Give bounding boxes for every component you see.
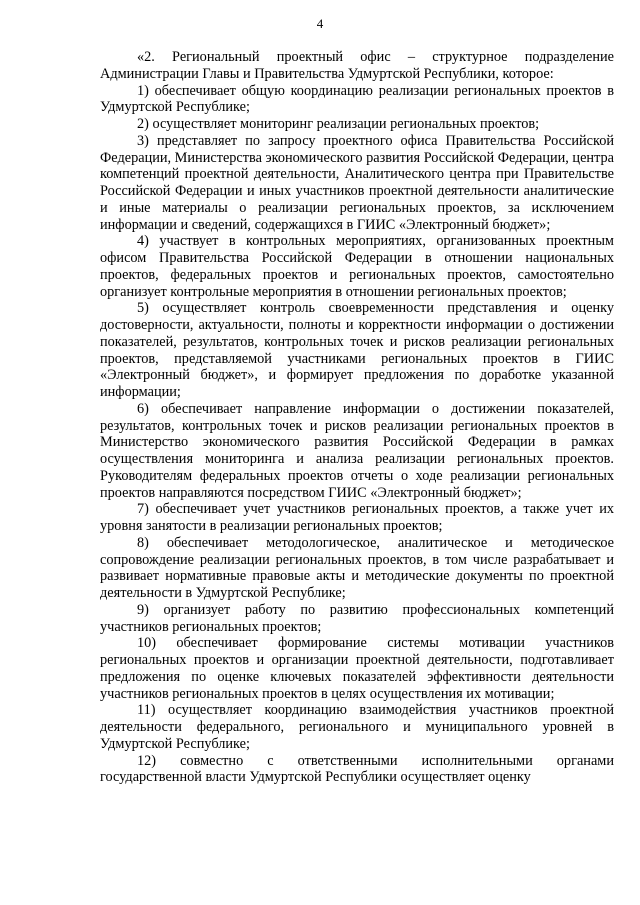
- document-body: [100, 49, 614, 786]
- paragraph-item-9: 9) организует работу по развитию профессиональных компетенций участников региональных проектов;: [100, 601, 614, 635]
- paragraph-item-11: 11) осуществляет координацию взаимодействия участников проектной деятельности федерального, регионального и муниципального уровней в Удмуртской Республике;: [100, 702, 614, 752]
- paragraph-item-5: 5) осуществляет контроль своевременности представления и оценку достоверности, актуальности, полноты и корректности информации о достижении показателей, результатов, контрольных точек и рисков реализации региональных проектов, представляемой участниками региональных проектов в ГИИС «Электронный бюджет», и формирует предложения по доработке указанной информации;: [100, 300, 614, 400]
- paragraph-item-12: 12) совместно с ответственными исполнительными органами государственной власти Удмуртской Республики осуществляет оценку: [100, 752, 614, 786]
- paragraph-item-7: 7) обеспечивает учет участников региональных проектов, а также учет их уровня занятости в реализации региональных проектов;: [100, 501, 614, 534]
- paragraph-item-1: 1) обеспечивает общую координацию реализации региональных проектов в Удмуртской Республике;: [100, 82, 614, 116]
- paragraph-item-4: 4) участвует в контрольных мероприятиях, организованных проектным офисом Правительства Российской Федерации в отношении национальных проектов, федеральных проектов и региональных проектов, самостоятельно организует контрольные мероприятия в отношении региональных проектов;: [100, 233, 614, 300]
- paragraph-item-6: 6) обеспечивает направление информации о достижении показателей, результатов, контрольных точек и рисков реализации региональных проектов в Министерство экономического развития Российской Федерации в рамках осуществления мониторинга и анализа реализации региональных проектов. Руководителям федеральных проектов отчеты о ходе реализации региональных проектов направляются посредством ГИИС «Электронный бюджет»;: [100, 400, 614, 501]
- paragraph-intro: «2. Региональный проектный офис – структурное подразделение Администрации Главы и Правительства Удмуртской Республики, которое:: [100, 49, 614, 82]
- page-number: 4: [316, 16, 324, 31]
- paragraph-item-2: 2) осуществляет мониторинг реализации региональных проектов;: [137, 116, 540, 132]
- paragraph-item-3: 3) представляет по запросу проектного офиса Правительства Российской Федерации, Министерства экономического развития Российской Федерации, центра компетенций проектной деятельности, Аналитического центра при Правительстве Российской Федерации и иных участников проектной деятельности аналитические и иные материалы о реализации региональных проектов, за исключением информации и сведений, содержащихся в ГИИС «Электронный бюджет»;: [100, 132, 614, 233]
- paragraph-item-10: 10) обеспечивает формирование системы мотивации участников региональных проектов и организации проектной деятельности, подготавливает предложения по оценке ключевых показателей эффективности деятельности участников региональных проектов в целях осуществления их мотивации;: [100, 635, 614, 702]
- paragraph-item-8: 8) обеспечивает методологическое, аналитическое и методическое сопровождение реализации региональных проектов, в том числе разрабатывает и развивает нормативные правовые акты и методические документы по проектной деятельности в Удмуртской Республике;: [100, 534, 614, 601]
